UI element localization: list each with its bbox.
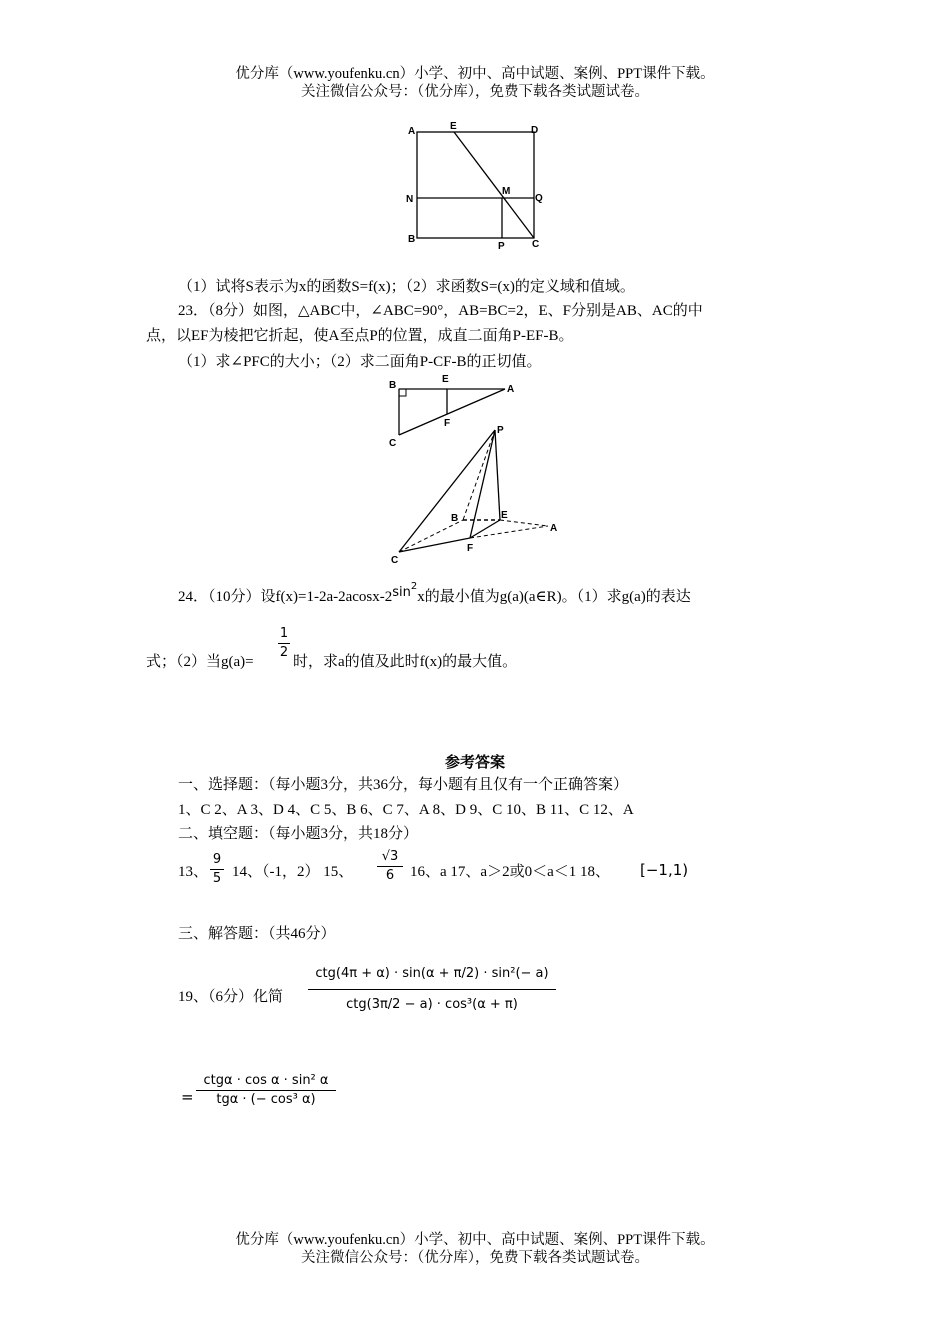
q22-parts: （1）试将S表示为x的函数S=f(x)；（2）求函数S=(x)的定义域和值域。	[178, 279, 635, 295]
label-b: B	[408, 234, 416, 245]
line-fa	[470, 526, 548, 538]
q24-text-b: x的最小值为g(a)(a∈R)。（1）求g(a)的表达	[417, 589, 691, 605]
fill-15-bar	[377, 866, 403, 867]
label-c: C	[532, 239, 540, 250]
fill-16-18: 16、a 17、a＞2或0＜a＜1 18、	[410, 864, 610, 880]
header-line-1: 优分库（www.youfenku.cn）小学、初中、高中试题、案例、PPT课件下载。	[235, 66, 715, 82]
label-p: P	[497, 425, 504, 436]
label-c: C	[389, 438, 397, 449]
fill-13-num: 9	[212, 852, 222, 867]
label-n: N	[406, 194, 414, 205]
label-a: A	[550, 523, 558, 534]
q24-fraction	[278, 626, 290, 661]
q19-denominator-2: tgα · (− cos³ α)	[216, 1092, 316, 1107]
q24-sin: sin	[392, 585, 411, 600]
q19-equals: =	[181, 1088, 194, 1106]
q24-frac-den: 2	[279, 645, 289, 660]
header-line-2: 关注微信公众号：（优分库），免费下载各类试题试卷。	[301, 84, 649, 100]
label-f: F	[444, 418, 451, 429]
answers-section-2: 二、填空题：（每小题3分，共18分）	[178, 826, 419, 842]
fill-15-den: 6	[385, 868, 395, 883]
q24-line-1	[178, 581, 691, 607]
right-angle-mark	[399, 389, 406, 396]
fill-14-15: 14、（-1，2） 15、	[232, 864, 354, 880]
q19-numerator-2: ctgα · cos α · sin² α	[203, 1073, 329, 1088]
line-pb	[463, 430, 495, 520]
folded-figure	[385, 420, 575, 570]
q19-denominator: ctg(3π/2 − a) · cos³(α + π)	[346, 997, 518, 1012]
footer-line-1: 优分库（www.youfenku.cn）小学、初中、高中试题、案例、PPT课件下载。	[235, 1232, 715, 1248]
fill-13-label: 13、	[178, 864, 209, 880]
q19-bar	[308, 989, 556, 990]
label-e: E	[442, 374, 449, 385]
fill-13-den: 5	[212, 871, 222, 886]
q23-line-2: 点，以EF为棱把它折起，使A至点P的位置，成直二面角P-EF-B。	[146, 328, 574, 344]
q23-line-1: 23．（8分）如图，△ABC中，∠ABC=90°，AB=BC=2，E、F分别是AB、AC的中	[178, 303, 703, 319]
q19-fraction-2	[196, 1073, 336, 1108]
fill-13-fraction	[210, 852, 224, 887]
q19-numerator: ctg(4π + α) · sin(α + π/2) · sin²(− a)	[315, 966, 549, 981]
fill-13-bar	[210, 869, 224, 870]
line-cf	[399, 538, 470, 552]
q24-line-2b: 时，求a的值及此时f(x)的最大值。	[293, 654, 518, 670]
answers-choices: 1、C 2、A 3、D 4、C 5、B 6、C 7、A 8、D 9、C 10、B 11、C 12、A	[178, 802, 634, 818]
q24-line-2a: 式；（2）当g(a)=	[146, 654, 254, 670]
label-a: A	[507, 384, 515, 395]
label-b: B	[389, 380, 397, 391]
line-ec	[454, 132, 534, 238]
footer-line-2: 关注微信公众号：（优分库），免费下载各类试题试卷。	[301, 1250, 649, 1266]
fill-15-num: √3	[381, 849, 399, 864]
q19-fraction	[308, 966, 556, 1013]
fill-15-fraction	[377, 849, 403, 884]
q19-label: 19、（6分）化简	[178, 989, 284, 1005]
label-e: E	[501, 510, 508, 521]
q24-text-a: 24．（10分）设f(x)=1-2a-2acosx-2	[178, 589, 393, 605]
q24-frac-bar	[278, 643, 290, 644]
answers-section-3: 三、解答题：（共46分）	[178, 926, 336, 942]
label-b: B	[451, 513, 459, 524]
q24-frac-num: 1	[279, 626, 289, 641]
line-pe	[495, 430, 500, 520]
label-p: P	[498, 241, 505, 252]
answers-title: 参考答案	[444, 755, 505, 771]
label-f: F	[467, 543, 474, 554]
q23-line-3: （1）求∠PFC的大小；（2）求二面角P-CF-B的正切值。	[178, 354, 542, 370]
label-e: E	[450, 121, 457, 132]
q19-bar-2	[196, 1090, 336, 1091]
answers-section-1: 一、选择题：（每小题3分，共36分，每小题有且仅有一个正确答案）	[178, 777, 629, 793]
rectangle-figure	[400, 118, 550, 253]
fill-18-interval: [−1,1)	[640, 861, 689, 879]
label-d: D	[531, 125, 539, 136]
label-q: Q	[535, 193, 543, 204]
q24-sup: 2	[410, 581, 418, 592]
label-m: M	[502, 186, 511, 197]
label-a: A	[408, 126, 416, 137]
label-c: C	[391, 555, 399, 566]
rectangle-abcd	[417, 132, 534, 238]
line-cb	[399, 520, 463, 552]
